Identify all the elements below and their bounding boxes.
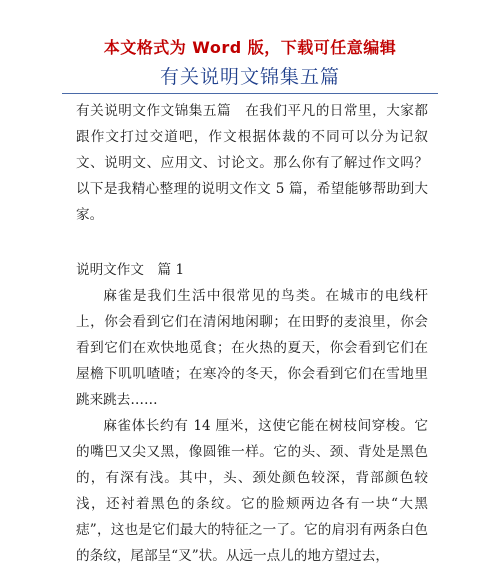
section-heading: 说明文作文 篇 1 [76, 262, 185, 278]
body-paragraph-2: 麻雀体长约有 14 厘米，这使它能在树枝间穿梭。它的嘴巴又尖又黑，像圆锥一样。它的头、颈、背处是黑色的，有深有浅。其中，头、颈处颜色较深，背部颜色较浅，还衬着黑色的条纹。它的脸颊两边各有一块“大黑痣”，这也是它们最大的特征之一了。它的肩羽有两条白色的条纹，尾部呈“叉”状。从远一点儿的地方望过去， [76, 418, 428, 564]
title-divider [62, 93, 438, 94]
body-paragraph-1: 麻雀是我们生活中很常见的鸟类。在城市的电线杆上，你会看到它们在清闲地闲聊；在田野的麦浪里，你会看到它们在欢快地觅食；在火热的夏天，你会看到它们在屋檐下叽叽喳喳；在寒冷的冬天，你会看到它们在雪地里跳来跳去…… [76, 288, 428, 408]
format-banner: 本文格式为 Word 版，下载可任意编辑 [103, 38, 397, 57]
document-title: 有关说明文锦集五篇 [159, 66, 340, 88]
section-spacer [76, 228, 428, 257]
intro-paragraph: 有关说明文作文锦集五篇 在我们平凡的日常里，大家都跟作文打过交道吧，作文根据体裁的不同可以分为记叙文、说明文、应用文、讨论文。那么你有了解过作文吗？以下是我精心整理的说明文作文 5 篇，希望能够帮助到大家。 [76, 103, 428, 223]
document-body [76, 98, 428, 569]
